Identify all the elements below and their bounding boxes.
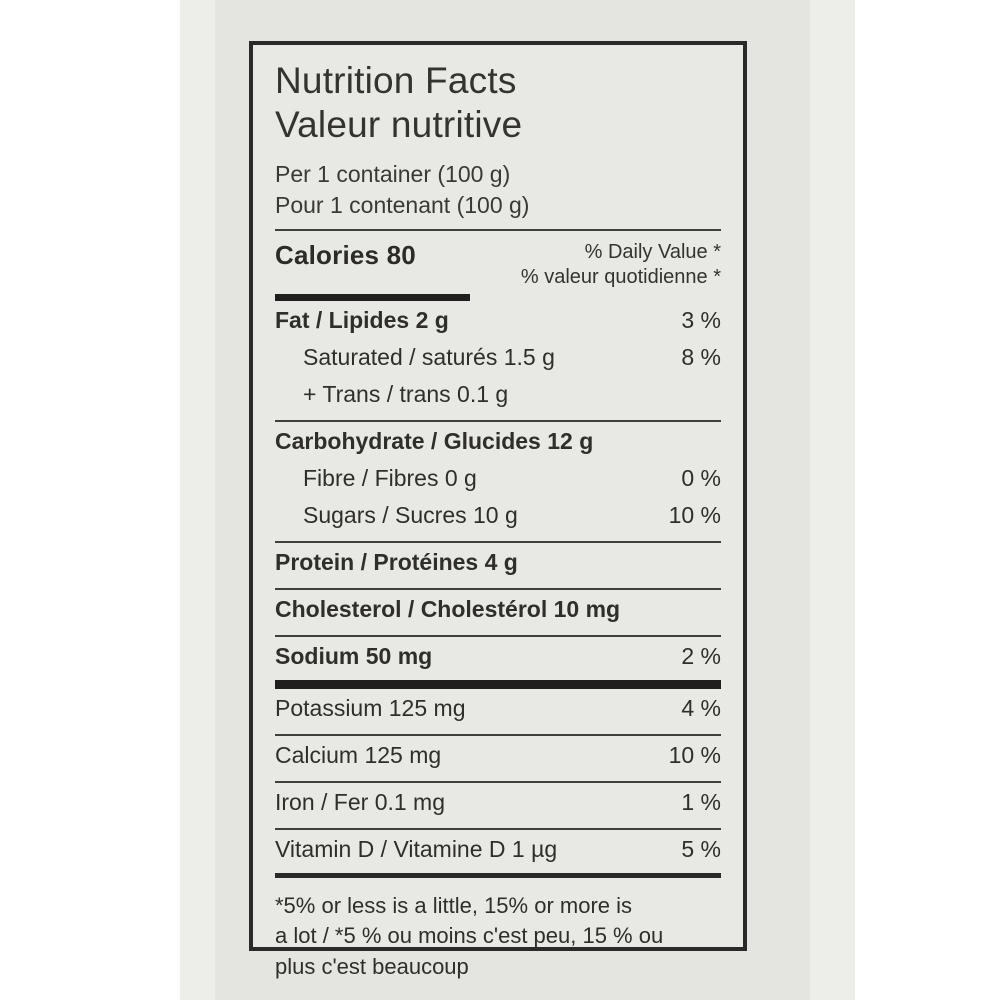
nutrient-row-carbohydrate <box>275 422 721 459</box>
serving-size-block <box>275 159 721 221</box>
nutrient-row-trans <box>275 375 721 412</box>
nutrient-label-sodium: Sodium 50 mg <box>275 643 433 669</box>
package-background-left <box>180 0 220 1000</box>
nutrient-label-protein: Protein / Protéines 4 g <box>275 549 518 575</box>
nutrient-row-sugars <box>275 496 721 533</box>
nutrition-facts-panel <box>249 41 747 979</box>
nutrient-label-sugars: Sugars / Sucres 10 g <box>303 502 518 528</box>
nutrient-row-iron <box>275 783 721 820</box>
nutrient-row-sodium <box>275 637 721 674</box>
nutrient-row-saturated <box>275 338 721 375</box>
nutrient-row-fibre <box>275 459 721 496</box>
daily-value-header <box>521 240 721 290</box>
nutrient-value-iron: 1 % <box>681 789 721 815</box>
nutrient-value-calcium: 10 % <box>668 742 721 768</box>
serving-size-english: Per 1 container (100 g) <box>275 160 511 187</box>
panel-title-english: Nutrition Facts <box>275 60 517 101</box>
nutrient-value-fibre: 0 % <box>681 465 721 491</box>
nutrient-row-cholesterol <box>275 590 721 627</box>
nutrient-label-trans: + Trans / trans 0.1 g <box>303 381 509 407</box>
package-background-right <box>810 0 855 1000</box>
nutrient-label-vitamin-d: Vitamin D / Vitamine D 1 µg <box>275 836 558 862</box>
nutrient-label-carbohydrate: Carbohydrate / Glucides 12 g <box>275 428 594 454</box>
panel-title-french: Valeur nutritive <box>275 103 523 145</box>
nutrient-row-calcium <box>275 736 721 773</box>
calories-row <box>275 240 721 290</box>
nutrient-value-potassium: 4 % <box>681 695 721 721</box>
nutrient-value-vitamin-d: 5 % <box>681 836 721 862</box>
footnote-line-3: plus c'est beaucoup <box>275 953 469 979</box>
divider-after-serving <box>275 229 721 231</box>
footnote <box>275 891 721 982</box>
nutrient-value-sugars: 10 % <box>668 502 721 528</box>
nutrient-row-vitamin-d <box>275 830 721 867</box>
nutrient-label-fat: Fat / Lipides 2 g <box>275 307 449 333</box>
nutrient-label-fibre: Fibre / Fibres 0 g <box>303 465 477 491</box>
nutrient-value-fat: 3 % <box>681 307 721 333</box>
daily-value-header-french: % valeur quotidienne * <box>520 266 721 288</box>
nutrient-label-potassium: Potassium 125 mg <box>275 695 466 721</box>
nutrient-value-sodium: 2 % <box>681 643 721 669</box>
footnote-line-1: *5% or less is a little, 15% or more is <box>275 893 633 918</box>
calories-label: Calories 80 <box>275 240 416 270</box>
nutrient-label-iron: Iron / Fer 0.1 mg <box>275 789 446 815</box>
nutrient-value-saturated: 8 % <box>681 344 721 370</box>
nutrient-label-calcium: Calcium 125 mg <box>275 742 442 768</box>
serving-size-french: Pour 1 contenant (100 g) <box>275 191 530 218</box>
nutrient-row-fat <box>275 301 721 338</box>
daily-value-header-english: % Daily Value * <box>584 241 721 263</box>
divider-before-footnote <box>275 873 721 878</box>
calories-underline <box>275 294 470 301</box>
nutrient-row-protein <box>275 543 721 580</box>
footnote-line-2: a lot / *5 % ou moins c'est peu, 15 % ou <box>275 923 664 949</box>
nutrient-row-potassium <box>275 689 721 726</box>
divider-thick-after-sodium <box>275 680 721 689</box>
nutrient-label-saturated: Saturated / saturés 1.5 g <box>303 344 555 370</box>
nutrient-label-cholesterol: Cholesterol / Cholestérol 10 mg <box>275 596 621 622</box>
